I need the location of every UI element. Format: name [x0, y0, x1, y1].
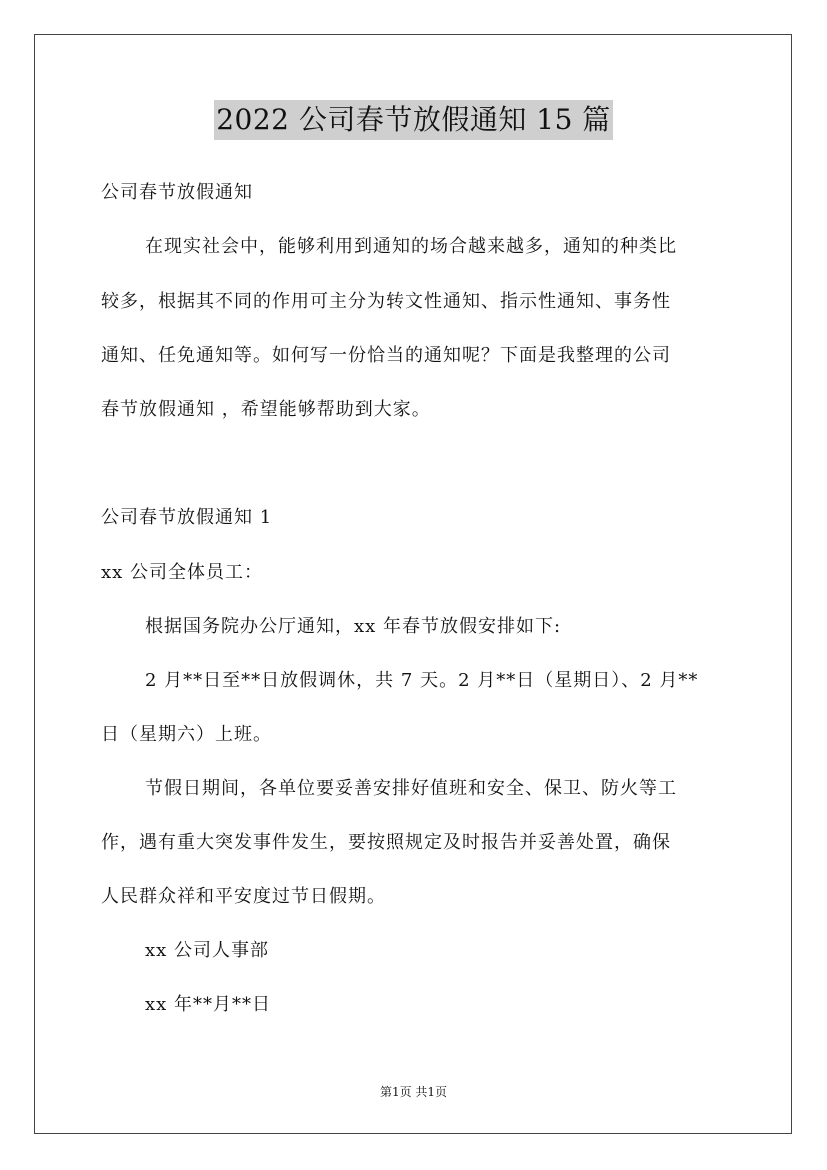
body-line: 日（星期六）上班。 [101, 724, 272, 745]
body-line: 节假日期间，各单位要妥善安排好值班和安全、保卫、防火等工 [145, 778, 677, 799]
body-line: 人民群众祥和平安度过节日假期。 [101, 886, 386, 907]
section-heading: 公司春节放假通知 1 [101, 507, 273, 528]
subtitle: 公司春节放假通知 [101, 182, 253, 203]
body-line: 根据国务院办公厅通知，xx 年春节放假安排如下: [145, 616, 562, 637]
document-title: 2022 公司春节放假通知 15 篇 [214, 100, 613, 140]
intro-line: 在现实社会中，能够利用到通知的场合越来越多，通知的种类比 [145, 236, 677, 257]
intro-line: 通知、任免通知等。如何写一份恰当的通知呢？下面是我整理的公司 [101, 345, 671, 366]
signature-date: xx 年**月**日 [145, 994, 272, 1015]
body-line: 作，遇有重大突发事件发生，要按照规定及时报告并妥善处置，确保 [101, 832, 671, 853]
title-container [0, 100, 827, 140]
salutation: xx 公司全体员工： [101, 562, 264, 583]
page-footer: 第1页 共1页 [379, 1085, 448, 1099]
intro-line: 较多，根据其不同的作用可主分为转文性通知、指示性通知、事务性 [101, 291, 671, 312]
body-line: 2 月**日至**日放假调休，共 7 天。2 月**日（星期日）、2 月** [145, 670, 699, 691]
intro-line: 春节放假通知 ，希望能够帮助到大家。 [101, 399, 431, 420]
signature-department: xx 公司人事部 [145, 940, 270, 961]
